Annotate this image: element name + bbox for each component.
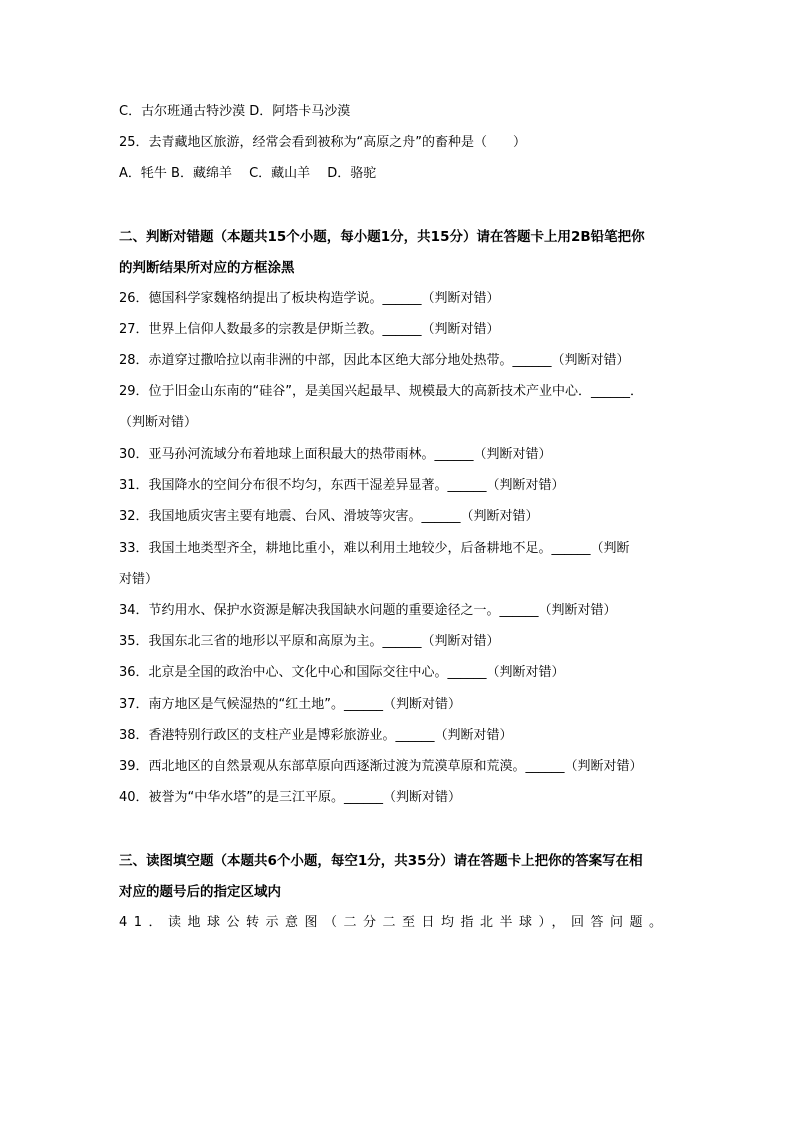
q26-question: 26．德国科学家魏格纳提出了板块构造学说。______（判断对错） [119, 291, 500, 306]
section2-heading-line2: 的判断结果所对应的方框涂黑 [119, 260, 295, 276]
q27-question: 27．世界上信仰人数最多的宗教是伊斯兰教。______（判断对错） [119, 322, 500, 337]
q28-question: 28．赤道穿过撒哈拉以南非洲的中部，因此本区绝大部分地处热带。______（判断对错） [119, 353, 630, 368]
q34-question: 34．节约用水、保护水资源是解决我国缺水问题的重要途径之一。______（判断对错） [119, 603, 617, 618]
q36-question: 36．北京是全国的政治中心、文化中心和国际交往中心。______（判断对错） [119, 665, 565, 680]
q33-question-line1: 33．我国土地类型齐全，耕地比重小，难以利用土地较少，后备耕地不足。______（判断 [119, 541, 630, 556]
section3-heading-line1: 三、读图填空题（本题共6个小题，每空1分，共35分）请在答题卡上把你的答案写在相 [119, 853, 643, 869]
q29-question-line1: 29．位于旧金山东南的“硅谷”，是美国兴起最早、规模最大的高新技术产业中心．______． [119, 384, 644, 399]
section2-heading-line1: 二、判断对错题（本题共15个小题，每小题1分，共15分）请在答题卡上用2B铅笔把你 [119, 229, 645, 245]
q30-question: 30．亚马孙河流域分布着地球上面积最大的热带雨林。______（判断对错） [119, 447, 552, 462]
q38-question: 38．香港特别行政区的支柱产业是博彩旅游业。______（判断对错） [119, 728, 513, 743]
q32-question: 32．我国地质灾害主要有地震、台风、滑坡等灾害。______（判断对错） [119, 509, 539, 524]
q31-question: 31．我国降水的空间分布很不均匀，东西干湿差异显著。______（判断对错） [119, 478, 565, 493]
q37-question: 37．南方地区是气候湿热的“红土地”。______（判断对错） [119, 697, 462, 712]
q25-question: 25．去青藏地区旅游，经常会看到被称为“高原之舟”的畜种是（ ） [119, 135, 527, 150]
section3-heading-line2: 对应的题号后的指定区域内 [119, 884, 281, 900]
q41-question: 41．读地球公转示意图（二分二至日均指北半球），回答问题。 [119, 915, 669, 930]
q33-question-line2: 对错） [119, 572, 159, 587]
q40-question: 40．被誉为“中华水塔”的是三江平原。______（判断对错） [119, 790, 462, 805]
q39-question: 39．西北地区的自然景观从东部草原向西逐渐过渡为荒漠草原和荒漠。______（判断对错） [119, 759, 643, 774]
q29-question-line2: （判断对错） [119, 415, 198, 430]
q35-question: 35．我国东北三省的地形以平原和高原为主。______（判断对错） [119, 634, 500, 649]
q25-options: A．牦牛 B．藏绵羊 C．藏山羊 D．骆驼 [119, 166, 377, 181]
q24-options-cd: C．古尔班通古特沙漠 D．阿塔卡马沙漠 [119, 104, 351, 119]
